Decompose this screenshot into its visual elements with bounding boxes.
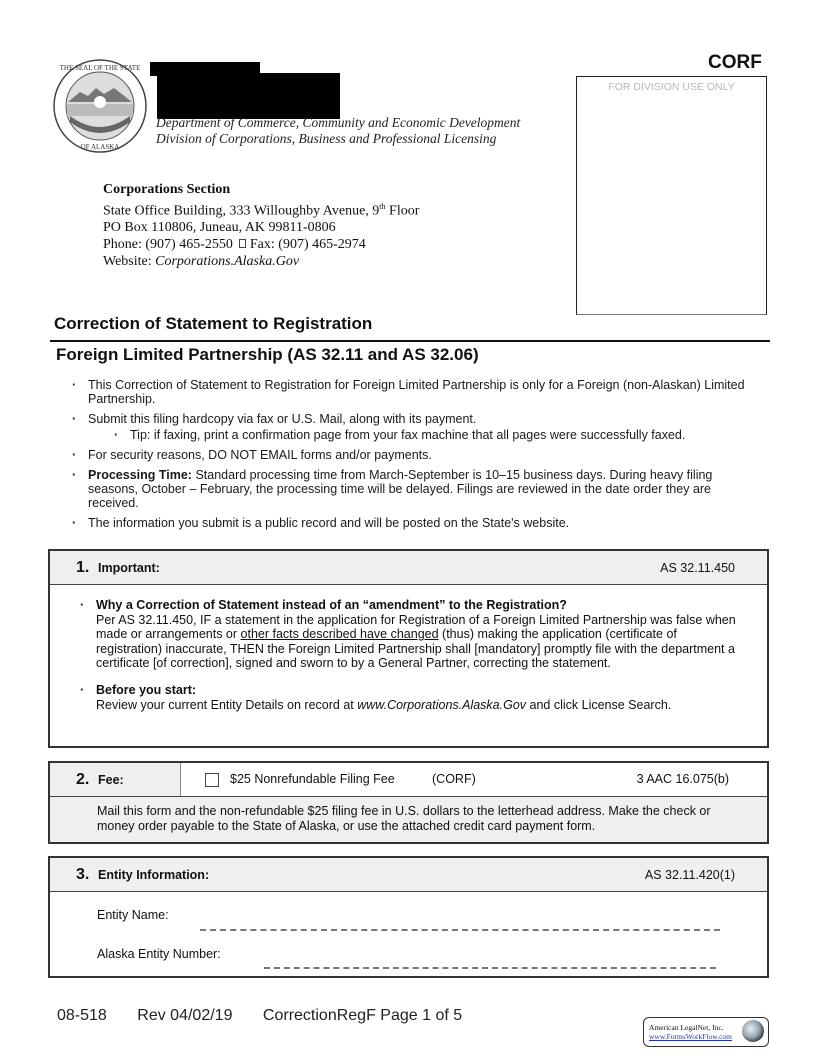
page-title: Correction of Statement to Registration: [54, 314, 373, 333]
phone: Phone: (907) 465-2550: [103, 237, 233, 253]
title-divider: [50, 340, 770, 342]
statute-reference: 3 AAC 16.075(b): [636, 772, 729, 786]
list-item: [72, 412, 752, 442]
fee-code: (CORF): [432, 772, 476, 786]
section-title: Entity Information:: [98, 868, 210, 882]
instructions-list: [72, 378, 752, 536]
statute-reference: AS 32.11.420(1): [644, 868, 735, 882]
section-important: [48, 549, 769, 748]
division-use-box: [576, 76, 767, 315]
list-item: · The information you submit is a public record and will be posted on the State's website.: [72, 516, 752, 530]
answer: [96, 613, 740, 671]
entity-name-label: Entity Name:: [97, 908, 169, 922]
badge-link[interactable]: www.FormsWorkFlow.com: [649, 1032, 733, 1041]
state-seal-icon: [52, 58, 148, 154]
page-indicator: CorrectionRegF Page 1 of 5: [262, 1007, 463, 1024]
list-item-text: · Submit this filing hardcopy via fax or U.S. Mail, along with its payment.: [88, 412, 477, 426]
answer-text: Review your current Entity Details on record at: [96, 697, 358, 712]
list-item-text: Standard processing time from March-September is 10–15 business days. During heavy filing seasons, October – February, the processing time will be delayed. Filings are reviewed in the date order they are received.: [88, 468, 713, 510]
globe-icon: [742, 1020, 764, 1042]
answer-text: Per AS 32.11.450, IF a statement in the application for Registration of a Foreign Limited Partnership was false when made or arrangements or: [96, 612, 736, 642]
entity-number-field[interactable]: [264, 967, 716, 969]
website-link[interactable]: Corporations.Alaska.Gov: [155, 253, 300, 269]
redacted-block: [157, 73, 340, 119]
badge-company: American LegalNet, Inc.: [649, 1023, 724, 1032]
division-name: Division of Corporations, Business and Professional Licensing: [156, 131, 497, 146]
website-label: Website:: [103, 253, 156, 269]
form-code: CORF: [708, 52, 762, 73]
section-number: 2.: [76, 771, 90, 788]
fee-note: Mail this form and the non-refundable $25 filing fee in U.S. dollars to the letterhead address. Make the check or money order payable to the State of Alaska, or use the attached credit card payment form.: [97, 804, 711, 833]
section-title: Important:: [98, 561, 160, 575]
statute-reference: AS 32.11.450: [660, 561, 735, 575]
street-text: State Office Building, 333 Willoughby Avenue, 9: [103, 203, 380, 219]
section-title: Fee:: [98, 773, 124, 787]
section-header: [50, 858, 767, 892]
fee-label: $25 Nonrefundable Filing Fee: [230, 772, 395, 786]
answer-text: (thus) making the application (certificate of registration) inaccurate, THEN the Foreign Limited Partnership shall [mandatory] promptly file with the department a certificate [of correction], signed and sworn to by a General Partner, correcting the statement.: [96, 627, 735, 671]
fee-checkbox[interactable]: [205, 773, 219, 787]
website-link[interactable]: www.Corporations.Alaska.Gov: [357, 697, 527, 712]
section-name: Corporations Section: [103, 182, 231, 197]
question: · Why a Correction of Statement instead of an “amendment” to the Registration?: [96, 598, 567, 612]
separator-icon: [239, 239, 246, 248]
answer: [96, 698, 740, 713]
svg-text:OF ALASKA: OF ALASKA: [80, 143, 120, 151]
question: · Before you start:: [96, 682, 197, 697]
entity-number-label: Alaska Entity Number:: [97, 947, 221, 961]
section-header: [50, 551, 767, 585]
list-item: · For security reasons, DO NOT EMAIL forms and/or payments.: [72, 448, 752, 462]
website-line: [103, 254, 419, 271]
contact-line: [103, 237, 419, 254]
section-entity-information: [48, 856, 769, 978]
ordinal-suffix: th: [379, 201, 386, 211]
list-item: [72, 468, 752, 510]
section-number: 1.: [76, 559, 90, 576]
legalnet-badge[interactable]: [643, 1017, 769, 1047]
fax: Fax: (907) 465-2974: [249, 237, 366, 253]
revision-date: Rev 04/02/19: [137, 1007, 233, 1024]
section-number: 3.: [76, 866, 90, 883]
entity-name-field[interactable]: [200, 929, 720, 931]
division-use-label: FOR DIVISION USE ONLY: [608, 81, 735, 93]
fee-cell: [180, 763, 767, 796]
floor-text: Floor: [385, 203, 420, 219]
page-subtitle: Foreign Limited Partnership (AS 32.11 and AS 32.06): [56, 345, 479, 364]
footer: [57, 1007, 488, 1025]
section-header: [50, 763, 767, 797]
list-item: · This Correction of Statement to Registration for Foreign Limited Partnership is only for a Foreign (non-Alaskan) Limited Partnership.: [72, 378, 752, 406]
agency-name: [156, 115, 520, 147]
street-address: [103, 199, 419, 220]
form-number: 08-518: [57, 1007, 107, 1024]
answer-text: and click License Search.: [526, 697, 672, 712]
underlined-text: other facts described have changed: [240, 627, 439, 642]
svg-text:THE SEAL OF THE STATE: THE SEAL OF THE STATE: [59, 64, 141, 72]
department-name: Department of Commerce, Community and Economic Development: [156, 115, 521, 130]
address-block: [103, 182, 419, 271]
list-item-heading: Processing Time:: [88, 468, 192, 482]
sub-list-item: · Tip: if faxing, print a confirmation page from your fax machine that all pages were successfully faxed.: [88, 428, 752, 442]
list-item: [80, 683, 740, 712]
list-item: [80, 598, 740, 671]
po-box: PO Box 110806, Juneau, AK 99811-0806: [103, 220, 336, 236]
section-body: [80, 598, 740, 721]
section-fee: [48, 761, 769, 844]
